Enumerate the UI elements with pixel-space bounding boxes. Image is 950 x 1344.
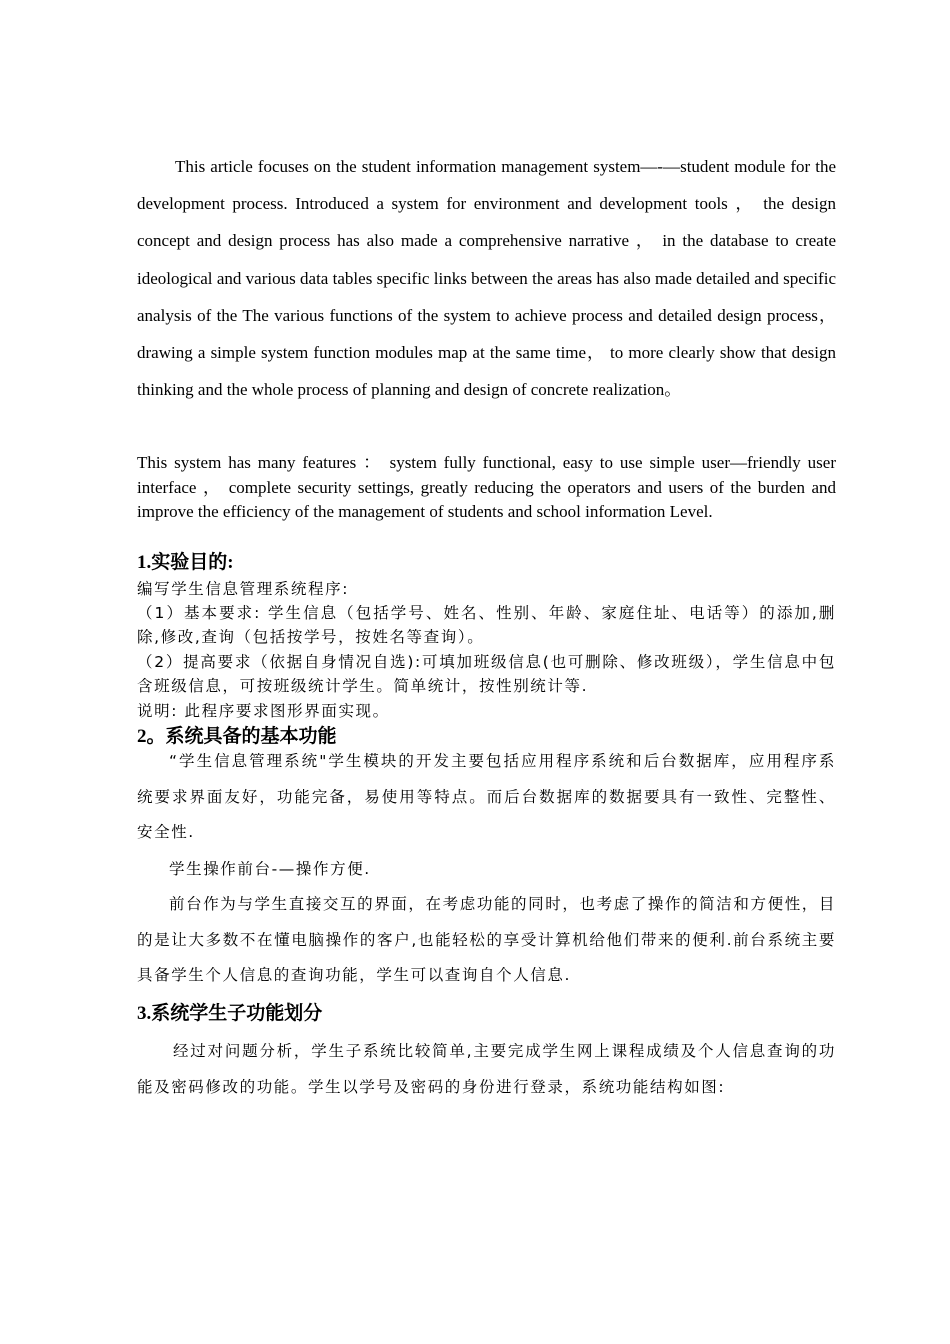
abstract-en-paragraph: This article focuses on the student information management system—-—student module for the development process. Introduced a system for environment and development tools ， the design concept and design process has also made a comprehensive narrative ， in the database to create ideological and various data tables specific links between the areas has also made detailed and specific analysis of the The various functions of the system to achieve process and detailed design process， drawing a simple system function modules map at the same time， to more clearly show that design thinking and the whole process of planning and design of concrete realization。 [137,157,836,400]
section1-heading: 1.实验目的: [137,552,234,573]
section2-heading: 2。系统具备的基本功能 [137,726,337,747]
section1-note: 说明: 此程序要求图形界面实现。 [137,702,390,720]
section2-paragraph3: 前台作为与学生直接交互的界面，在考虑功能的同时，也考虑了操作的简洁和方便性，目的是让大多数不在懂电脑操作的客户,也能轻松的享受计算机给他们带来的便利.前台系统主要具备学生个人信息的查询功能，学生可以查询自个人信息. [137,895,836,985]
section1-advanced-requirement: （2）提高要求（依据自身情况自选):可填加班级信息(也可删除、修改班级），学生信息中包含班级信息，可按班级统计学生。简单统计，按性别统计等. [137,653,836,696]
section3-heading: 3.系统学生子功能划分 [137,1003,323,1024]
section1-line1: 编写学生信息管理系统程序: [137,580,350,598]
section2-paragraph1: “学生信息管理系统"学生模块的开发主要包括应用程序系统和后台数据库，应用程序系统要求界面友好，功能完备，易使用等特点。而后台数据库的数据要具有一致性、完整性、安全性. [137,752,836,842]
section1-basic-requirement: （1）基本要求: 学生信息（包括学号、姓名、性别、年龄、家庭住址、电话等）的添加,删除,修改,查询（包括按学号，按姓名等查询）。 [137,604,836,647]
section2-paragraph2: 学生操作前台-—操作方便. [169,860,371,878]
features-en-paragraph: This system has many features ： system fully functional, easy to use simple user—friendly user interface ， complete security settings, greatly reducing the operators and users of the burden and improve the efficiency of the management of students and school information Level. [137,453,836,522]
section3-paragraph1: 经过对问题分析，学生子系统比较简单,主要完成学生网上课程成绩及个人信息查询的功能及密码修改的功能。学生以学号及密码的身份进行登录，系统功能结构如图: [137,1042,836,1096]
